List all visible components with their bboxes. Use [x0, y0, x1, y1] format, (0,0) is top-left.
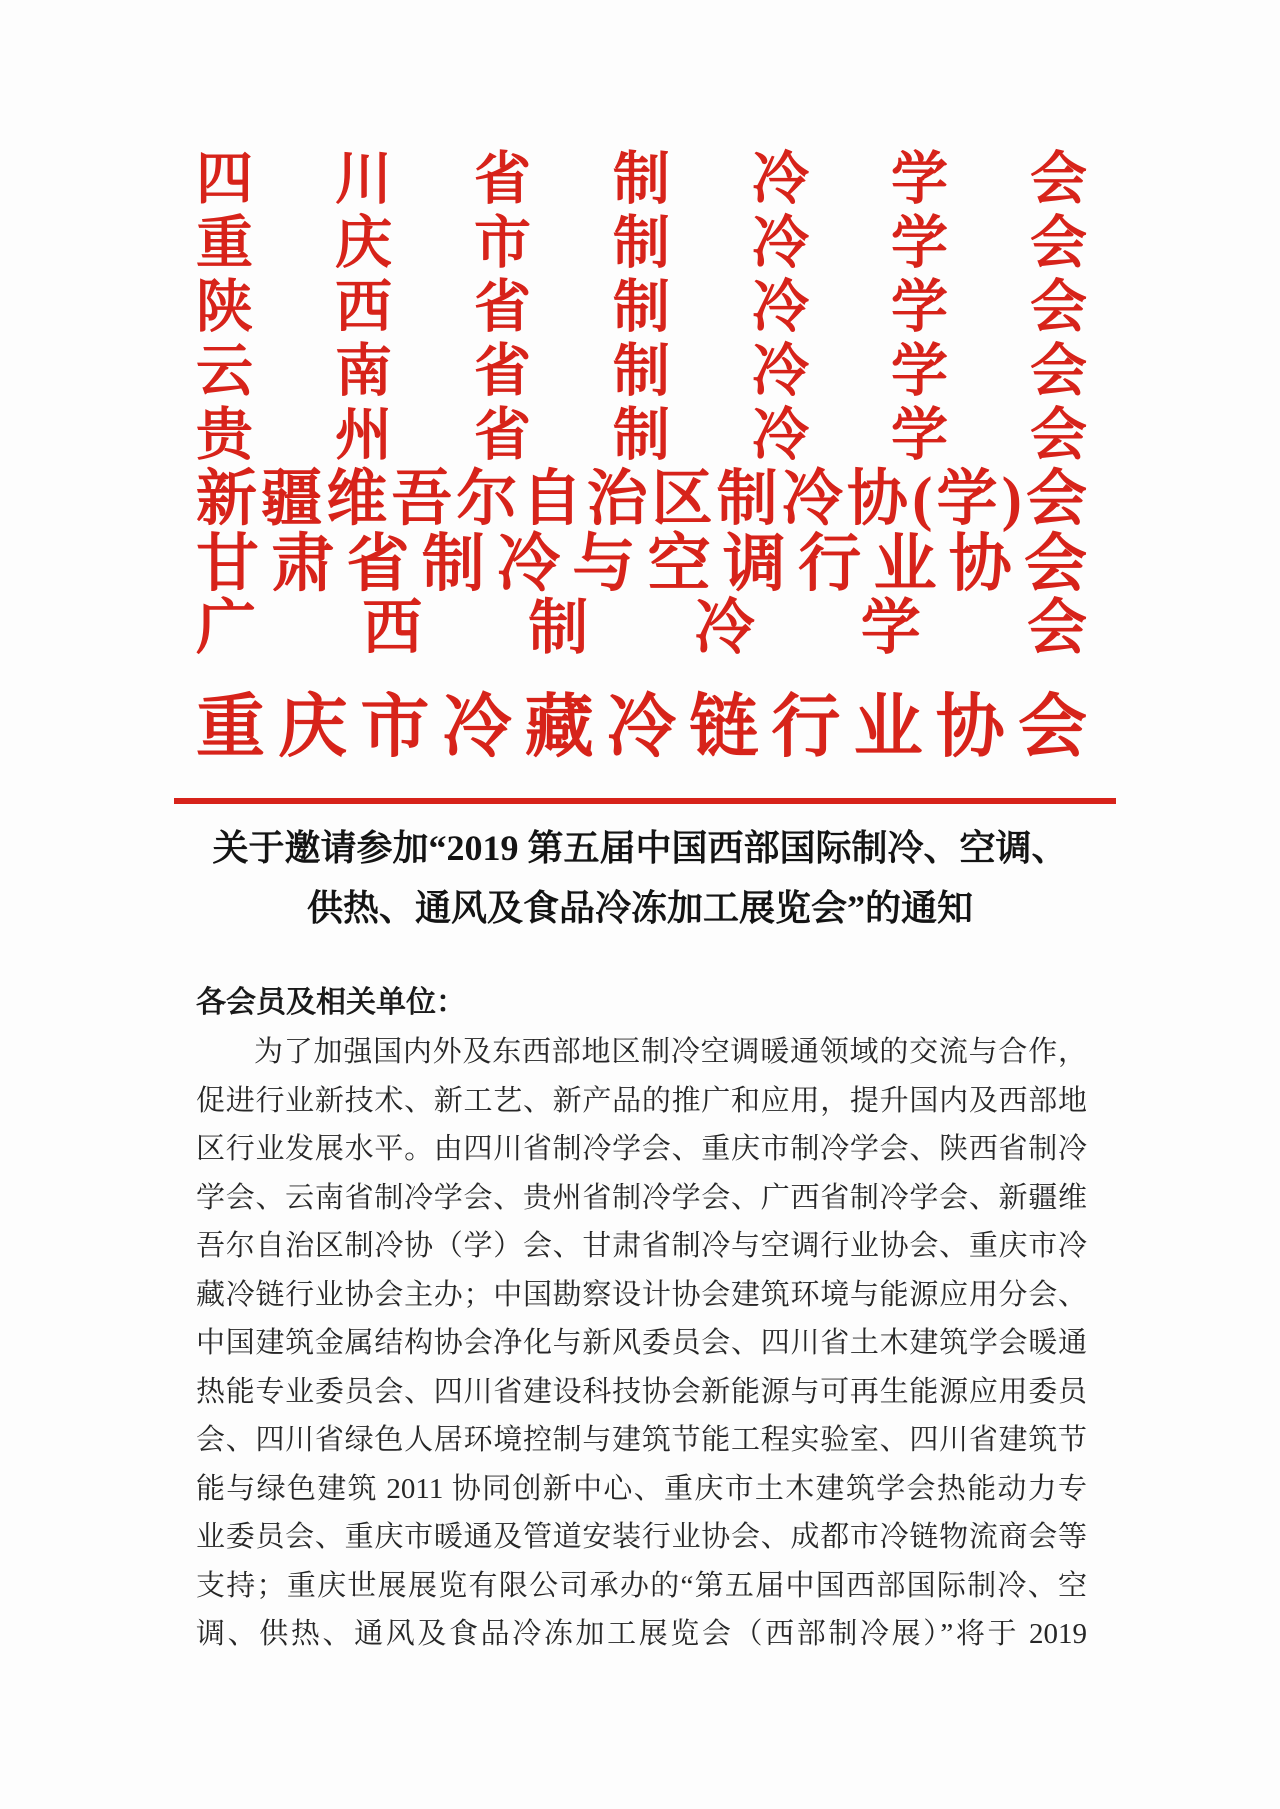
organization-name: 甘肃省制冷与空调行业协会 [196, 529, 1087, 599]
document-title-line-1: 关于邀请参加“2019 第五届中国西部国际制冷、空调、 [212, 828, 1068, 868]
body-text-line: 为了加强国内外及东西部地区制冷空调暖通领域的交流与合作， [254, 1036, 1087, 1068]
body-text-line: 学会、云南省制冷学会、贵州省制冷学会、广西省制冷学会、新疆维 [196, 1181, 1087, 1214]
body-text-line: 调、供热、通风及食品冷冻加工展览会（西部制冷展）”将于 2019 [196, 1618, 1087, 1650]
document-title-line-2: 供热、通风及食品冷冻加工展览会”的通知 [306, 888, 973, 928]
letterhead-organization-list [196, 148, 1087, 764]
organization-name: 重庆市冷藏冷链行业协会 [196, 689, 1087, 765]
letterhead [196, 148, 1087, 764]
body-text-line: 会、四川省绿色人居环境控制与建筑节能工程实验室、四川省建筑节 [196, 1424, 1087, 1456]
organization-name: 贵州省制冷学会 [196, 404, 1087, 467]
salutation: 各会员及相关单位： [196, 986, 466, 1019]
body-text-line: 藏冷链行业协会主办；中国勘察设计协会建筑环境与能源应用分会、 [196, 1278, 1087, 1311]
body-text-line: 中国建筑金属结构协会净化与新风委员会、四川省土木建筑学会暖通 [196, 1327, 1087, 1359]
document-title [160, 818, 1120, 938]
body-text-line: 吾尔自治区制冷协（学）会、甘肃省制冷与空调行业协会、重庆市冷 [196, 1230, 1087, 1262]
organization-name: 重庆市制冷学会 [196, 212, 1087, 275]
body-text-line: 热能专业委员会、四川省建设科技协会新能源与可再生能源应用委员 [196, 1375, 1087, 1408]
body-paragraph [196, 1028, 1087, 1659]
letterhead-divider [174, 798, 1116, 804]
organization-name: 广西制冷学会 [196, 595, 1087, 661]
organization-name: 陕西省制冷学会 [196, 276, 1087, 339]
body-text-line: 业委员会、重庆市暖通及管道安装行业协会、成都市冷链物流商会等 [196, 1521, 1087, 1553]
body-text-line: 能与绿色建筑 2011 协同创新中心、重庆市土木建筑学会热能动力专 [196, 1472, 1087, 1505]
body-text-line: 促进行业新技术、新工艺、新产品的推广和应用，提升国内及西部地 [196, 1084, 1087, 1117]
document-body [196, 978, 1087, 1659]
organization-name: 四川省制冷学会 [196, 148, 1087, 211]
body-text-line: 支持；重庆世展展览有限公司承办的“第五届中国西部国际制冷、空 [196, 1569, 1087, 1602]
organization-name: 云南省制冷学会 [196, 340, 1087, 403]
body-text-line: 区行业发展水平。由四川省制冷学会、重庆市制冷学会、陕西省制冷 [196, 1133, 1087, 1165]
organization-name: 新疆维吾尔自治区制冷协(学)会 [196, 466, 1087, 533]
